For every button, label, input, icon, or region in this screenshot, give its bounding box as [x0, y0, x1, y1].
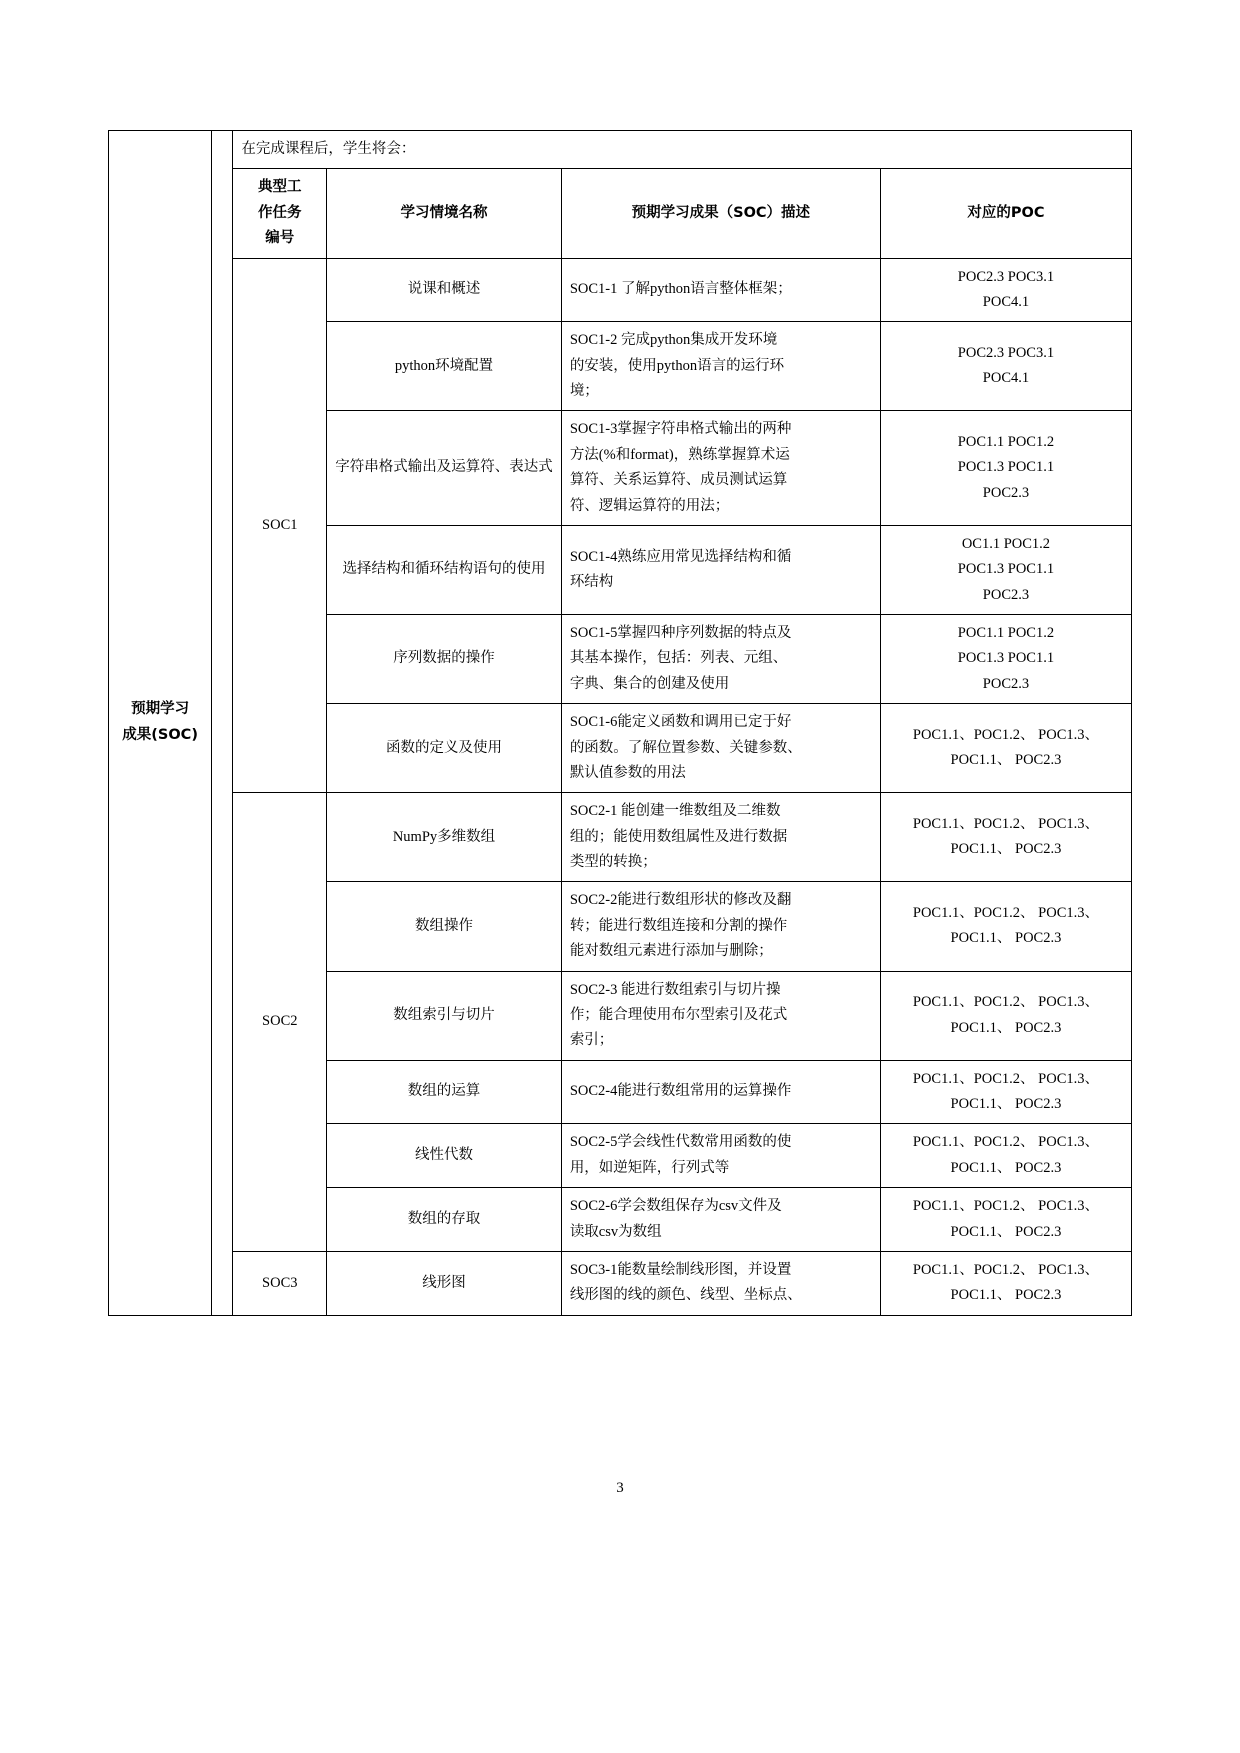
table-header-row [109, 169, 1132, 258]
desc-line: SOC2-6学会数组保存为csv文件及 [569, 1198, 782, 1215]
desc-line: 索引； [569, 1032, 614, 1049]
poc-line: POC1.1、 POC2.3 [950, 841, 1062, 858]
poc-cell [880, 704, 1131, 793]
poc-line: POC1.1、POC1.2、 POC1.3、 [912, 815, 1100, 832]
group-code-cell: SOC1 [233, 258, 327, 793]
group-code-cell: SOC3 [233, 1251, 327, 1315]
desc-line: SOC2-2能进行数组形状的修改及翻 [569, 892, 792, 909]
situation-name-cell: NumPy多维数组 [327, 793, 562, 882]
situation-name-cell: python环境配置 [327, 322, 562, 411]
poc-cell [880, 793, 1131, 882]
poc-cell [880, 1188, 1131, 1252]
poc-line: POC2.3 [982, 586, 1030, 603]
poc-line: POC1.3 POC1.1 [957, 561, 1055, 578]
desc-line: 的函数。了解位置参数、关键参数、 [569, 739, 802, 756]
desc-line: 作；能合理使用布尔型索引及花式 [569, 1006, 788, 1023]
desc-line: 其基本操作，包括：列表、元组、 [569, 650, 788, 667]
table-row [109, 1251, 1132, 1315]
poc-line: POC2.3 POC3.1 [957, 344, 1055, 361]
poc-line: POC1.1 POC1.2 [957, 625, 1055, 641]
outcome-desc-cell [561, 793, 880, 882]
desc-line: 方法(%和format)，熟练掌握算术运 [569, 446, 790, 463]
poc-line: POC1.3 POC1.1 [957, 650, 1055, 667]
poc-cell [880, 882, 1131, 971]
poc-line: POC1.1、POC1.2、 POC1.3、 [912, 726, 1100, 743]
poc-line: OC1.1 POC1.2 [961, 535, 1051, 552]
header-code-cell [233, 169, 327, 258]
situation-name-cell: 线性代数 [327, 1124, 562, 1188]
desc-line: SOC1-2 完成python集成开发环境 [569, 332, 778, 349]
group-code-cell: SOC2 [233, 793, 327, 1252]
table-row [109, 258, 1132, 322]
poc-line: POC1.1、POC1.2、 POC1.3、 [912, 1198, 1100, 1215]
poc-line: POC1.1、 POC2.3 [950, 752, 1062, 769]
desc-line: SOC1-4熟练应用常见选择结构和循 [569, 548, 792, 565]
header-code-line-3: 编号 [265, 230, 295, 247]
desc-line: 能对数组元素进行添加与删除； [569, 943, 773, 960]
poc-line: POC1.1、 POC2.3 [950, 1159, 1062, 1176]
desc-line: SOC1-1 了解python语言整体框架； [569, 281, 792, 298]
situation-name-cell: 数组的存取 [327, 1188, 562, 1252]
desc-line: SOC2-4能进行数组常用的运算操作 [569, 1083, 792, 1100]
poc-line: POC4.1 [982, 293, 1030, 310]
situation-name-cell: 数组索引与切片 [327, 971, 562, 1060]
poc-line: POC1.1、POC1.2、 POC1.3、 [912, 1134, 1100, 1151]
poc-cell [880, 411, 1131, 526]
page-number: 3 [616, 1480, 624, 1496]
situation-name-cell: 函数的定义及使用 [327, 704, 562, 793]
poc-cell [880, 1060, 1131, 1124]
poc-cell [880, 971, 1131, 1060]
poc-line: POC1.1、POC1.2、 POC1.3、 [912, 1261, 1100, 1278]
table-row [109, 793, 1132, 882]
poc-line: POC1.1、POC1.2、 POC1.3、 [912, 994, 1100, 1011]
situation-name-cell: 数组操作 [327, 882, 562, 971]
table-body [109, 131, 1132, 1316]
desc-line: SOC2-1 能创建一维数组及二维数 [569, 803, 781, 820]
desc-line: 算符、关系运算符、成员测试运算 [569, 472, 788, 489]
header-name-cell: 学习情境名称 [327, 169, 562, 258]
poc-line: POC1.1、 POC2.3 [950, 1019, 1062, 1036]
desc-line: SOC1-6能定义函数和调用已定于好 [569, 714, 792, 731]
outcome-desc-cell [561, 525, 880, 614]
header-desc-cell: 预期学习成果（SOC）描述 [561, 169, 880, 258]
poc-cell [880, 1124, 1131, 1188]
poc-line: POC1.1、 POC2.3 [950, 930, 1062, 947]
situation-name-cell: 说课和概述 [327, 258, 562, 322]
outcome-desc-cell [561, 1060, 880, 1124]
desc-line: 的安装，使用python语言的运行环 [569, 357, 785, 374]
section-label-line-2: 成果(SOC) [122, 726, 198, 743]
poc-line: POC1.1、 POC2.3 [950, 1096, 1062, 1112]
desc-line: SOC1-5掌握四种序列数据的特点及 [569, 625, 792, 641]
poc-line: POC2.3 [982, 484, 1030, 501]
desc-line: 符、逻辑运算符的用法； [569, 497, 730, 514]
intro-text-cell: 在完成课程后，学生将会： [233, 131, 1132, 169]
outcome-desc-cell [561, 258, 880, 322]
learning-outcomes-table [108, 130, 1132, 1316]
situation-name-cell: 字符串格式输出及运算符、表达式 [327, 411, 562, 526]
poc-cell [880, 1251, 1131, 1315]
poc-line: POC1.1、 POC2.3 [950, 1223, 1062, 1240]
poc-cell [880, 615, 1131, 704]
outcome-desc-cell [561, 615, 880, 704]
desc-line: SOC2-5学会线性代数常用函数的使 [569, 1134, 792, 1151]
poc-line: POC2.3 [982, 675, 1030, 692]
situation-name-cell: 序列数据的操作 [327, 615, 562, 704]
desc-line: 字典、集合的创建及使用 [569, 675, 730, 692]
spacer-column-cell [212, 131, 233, 1316]
poc-line: POC1.1、POC1.2、 POC1.3、 [912, 905, 1100, 922]
section-label-line-1: 预期学习 [131, 701, 190, 718]
header-poc-cell: 对应的POC [880, 169, 1131, 258]
desc-line: SOC1-3掌握字符串格式输出的两种 [569, 421, 792, 438]
table-row [109, 131, 1132, 169]
outcome-desc-cell [561, 1188, 880, 1252]
poc-cell [880, 322, 1131, 411]
desc-line: 用，如逆矩阵，行列式等 [569, 1159, 730, 1176]
poc-line: POC1.3 POC1.1 [957, 459, 1055, 476]
desc-line: 境； [569, 383, 599, 399]
desc-line: 组的；能使用数组属性及进行数据 [569, 828, 788, 845]
desc-line: 读取csv为数组 [569, 1223, 662, 1240]
section-label-cell [109, 131, 212, 1316]
outcome-desc-cell [561, 1251, 880, 1315]
poc-cell [880, 258, 1131, 322]
situation-name-cell: 选择结构和循环结构语句的使用 [327, 525, 562, 614]
desc-line: 转；能进行数组连接和分割的操作 [569, 917, 788, 934]
desc-line: 类型的转换； [569, 854, 657, 870]
desc-line: SOC3-1能数量绘制线形图，并设置 [569, 1261, 792, 1278]
header-code-line-2: 作任务 [258, 204, 302, 221]
desc-line: SOC2-3 能进行数组索引与切片操 [569, 981, 781, 998]
situation-name-cell: 线形图 [327, 1251, 562, 1315]
header-code-line-1: 典型工 [258, 179, 302, 196]
outcome-desc-cell [561, 411, 880, 526]
poc-line: POC2.3 POC3.1 [957, 268, 1055, 285]
situation-name-cell: 数组的运算 [327, 1060, 562, 1124]
poc-line: POC1.1、POC1.2、 POC1.3、 [912, 1070, 1100, 1087]
outcome-desc-cell [561, 322, 880, 411]
poc-cell [880, 525, 1131, 614]
desc-line: 环结构 [569, 573, 614, 590]
desc-line: 线形图的线的颜色、线型、坐标点、 [569, 1287, 802, 1304]
poc-line: POC4.1 [982, 370, 1030, 387]
outcome-desc-cell [561, 1124, 880, 1188]
outcome-desc-cell [561, 971, 880, 1060]
outcome-desc-cell [561, 882, 880, 971]
poc-line: POC1.1 POC1.2 [957, 434, 1055, 451]
desc-line: 默认值参数的用法 [569, 764, 686, 781]
outcome-desc-cell [561, 704, 880, 793]
poc-line: POC1.1、 POC2.3 [950, 1287, 1062, 1304]
